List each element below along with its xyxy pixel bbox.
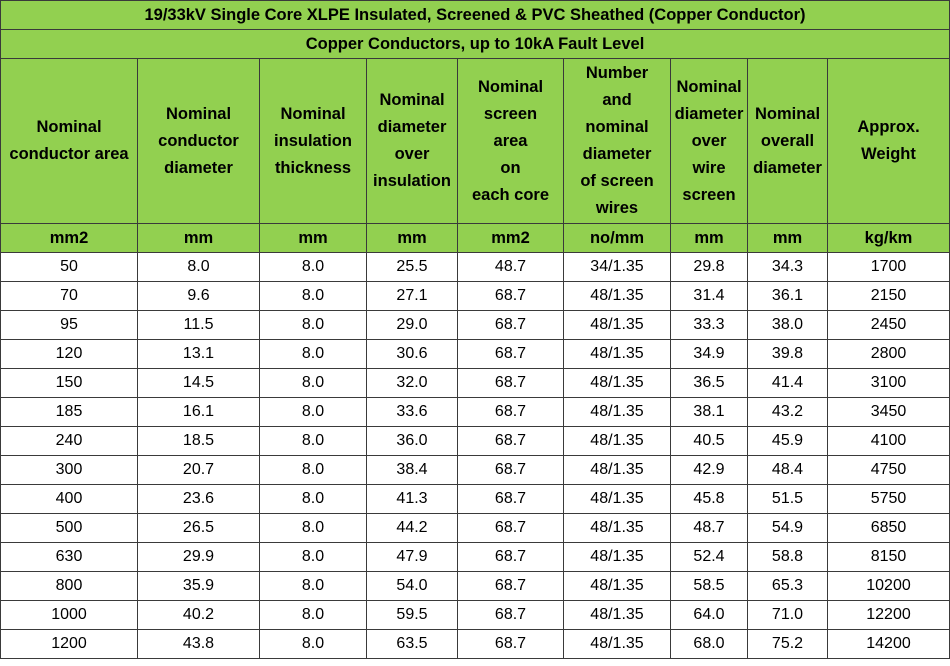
column-header-line: diameter — [582, 145, 652, 163]
table-cell: 30.6 — [367, 340, 458, 369]
table-row — [1, 253, 950, 282]
table-cell: 42.9 — [671, 456, 748, 485]
table-cell: 500 — [1, 514, 138, 543]
table-cell: 3450 — [828, 398, 950, 427]
column-header-line: over — [691, 131, 727, 150]
table-cell: 36.1 — [748, 282, 828, 311]
table-cell: 48/1.35 — [564, 485, 671, 514]
table-cell: 48/1.35 — [564, 340, 671, 369]
table-cell: 35.9 — [138, 572, 260, 601]
column-header — [260, 59, 367, 224]
table-cell: 8.0 — [260, 456, 367, 485]
column-header-line: Nominal — [165, 104, 232, 123]
table-cell: 8.0 — [260, 398, 367, 427]
column-header-line: each core — [471, 185, 550, 204]
table-cell: 8150 — [828, 543, 950, 572]
table-cell: 48.7 — [671, 514, 748, 543]
column-header-line: Nominal — [280, 104, 346, 123]
unit-row — [1, 224, 950, 253]
table-cell: 48/1.35 — [564, 543, 671, 572]
table-cell: 29.8 — [671, 253, 748, 282]
table-cell: 34.3 — [748, 253, 828, 282]
unit-cell: mm — [367, 224, 458, 253]
table-cell: 13.1 — [138, 340, 260, 369]
table-cell: 1000 — [1, 601, 138, 630]
table-cell: 14200 — [828, 630, 950, 659]
column-header-row — [1, 59, 950, 224]
column-header-line: overall — [760, 131, 815, 150]
table-cell: 38.0 — [748, 311, 828, 340]
column-header-line: conductor — [158, 131, 239, 150]
table-cell: 40.2 — [138, 601, 260, 630]
column-header-line: over — [394, 145, 430, 163]
table-cell: 52.4 — [671, 543, 748, 572]
table-cell: 8.0 — [138, 253, 260, 282]
column-header-line: Nominal — [477, 77, 544, 96]
table-body — [1, 253, 950, 659]
column-header — [138, 59, 260, 224]
table-cell: 68.7 — [458, 485, 564, 514]
table-cell: 68.7 — [458, 456, 564, 485]
unit-cell: mm2 — [458, 224, 564, 253]
table-row — [1, 514, 950, 543]
table-cell: 120 — [1, 340, 138, 369]
table-cell: 95 — [1, 311, 138, 340]
table-cell: 68.7 — [458, 282, 564, 311]
column-header-line: thickness — [274, 158, 352, 177]
column-header-line: conductor area — [9, 145, 129, 163]
table-cell: 8.0 — [260, 630, 367, 659]
table-cell: 36.0 — [367, 427, 458, 456]
table-cell: 23.6 — [138, 485, 260, 514]
column-header — [671, 59, 748, 224]
table-cell: 48/1.35 — [564, 456, 671, 485]
column-header — [458, 59, 564, 224]
unit-cell: mm — [138, 224, 260, 253]
column-header-line: of screen — [580, 172, 654, 190]
table-cell: 38.1 — [671, 398, 748, 427]
column-header-line: Approx. — [857, 118, 920, 136]
unit-cell: kg/km — [828, 224, 950, 253]
table-cell: 48.7 — [458, 253, 564, 282]
column-header — [367, 59, 458, 224]
column-header-line: and — [602, 91, 632, 109]
table-cell: 36.5 — [671, 369, 748, 398]
column-header-line: Nominal — [379, 91, 445, 109]
table-row — [1, 282, 950, 311]
unit-cell: mm — [671, 224, 748, 253]
table-cell: 70 — [1, 282, 138, 311]
table-cell: 5750 — [828, 485, 950, 514]
column-header-line: diameter — [753, 158, 822, 177]
table-cell: 65.3 — [748, 572, 828, 601]
table-cell: 2150 — [828, 282, 950, 311]
table-cell: 8.0 — [260, 253, 367, 282]
unit-cell: no/mm — [564, 224, 671, 253]
table-cell: 68.0 — [671, 630, 748, 659]
column-header-line: Nominal — [676, 77, 742, 96]
table-cell: 8.0 — [260, 543, 367, 572]
table-cell: 64.0 — [671, 601, 748, 630]
table-cell: 44.2 — [367, 514, 458, 543]
table-subtitle: Copper Conductors, up to 10kA Fault Level — [1, 30, 950, 59]
table-cell: 59.5 — [367, 601, 458, 630]
table-cell: 48/1.35 — [564, 572, 671, 601]
table-cell: 63.5 — [367, 630, 458, 659]
table-cell: 6850 — [828, 514, 950, 543]
column-header-line: diameter — [674, 104, 744, 123]
table-cell: 16.1 — [138, 398, 260, 427]
table-cell: 400 — [1, 485, 138, 514]
table-cell: 48/1.35 — [564, 282, 671, 311]
table-cell: 150 — [1, 369, 138, 398]
table-cell: 58.5 — [671, 572, 748, 601]
table-row — [1, 340, 950, 369]
table-cell: 58.8 — [748, 543, 828, 572]
table-row — [1, 543, 950, 572]
table-cell: 68.7 — [458, 340, 564, 369]
table-cell: 300 — [1, 456, 138, 485]
table-cell: 34.9 — [671, 340, 748, 369]
table-cell: 240 — [1, 427, 138, 456]
column-header-line: screen — [682, 185, 736, 204]
column-header-line: area — [493, 131, 528, 150]
table-cell: 48/1.35 — [564, 601, 671, 630]
table-cell: 8.0 — [260, 311, 367, 340]
table-cell: 31.4 — [671, 282, 748, 311]
table-row — [1, 630, 950, 659]
table-cell: 68.7 — [458, 369, 564, 398]
table-cell: 8.0 — [260, 572, 367, 601]
table-cell: 68.7 — [458, 630, 564, 659]
table-cell: 48.4 — [748, 456, 828, 485]
table-cell: 18.5 — [138, 427, 260, 456]
column-header-line: Nominal — [754, 104, 821, 123]
table-cell: 2800 — [828, 340, 950, 369]
table-cell: 68.7 — [458, 572, 564, 601]
table-row — [1, 398, 950, 427]
table-cell: 8.0 — [260, 485, 367, 514]
table-cell: 12200 — [828, 601, 950, 630]
table-cell: 38.4 — [367, 456, 458, 485]
table-cell: 68.7 — [458, 543, 564, 572]
column-header-line: on — [500, 158, 521, 177]
column-header-line: Weight — [861, 145, 916, 163]
column-header-line: nominal — [585, 118, 649, 136]
column-header-line: wires — [595, 199, 639, 217]
column-header-line: screen — [483, 104, 538, 123]
table-cell: 71.0 — [748, 601, 828, 630]
table-cell: 48/1.35 — [564, 311, 671, 340]
table-cell: 10200 — [828, 572, 950, 601]
table-cell: 26.5 — [138, 514, 260, 543]
table-cell: 800 — [1, 572, 138, 601]
column-header-line: diameter — [164, 158, 233, 177]
column-header-line: diameter — [377, 118, 447, 136]
table-cell: 33.3 — [671, 311, 748, 340]
table-cell: 8.0 — [260, 427, 367, 456]
table-cell: 39.8 — [748, 340, 828, 369]
table-cell: 40.5 — [671, 427, 748, 456]
table-row — [1, 572, 950, 601]
table-cell: 8.0 — [260, 601, 367, 630]
table-cell: 25.5 — [367, 253, 458, 282]
table-cell: 3100 — [828, 369, 950, 398]
table-row — [1, 456, 950, 485]
column-header — [564, 59, 671, 224]
table-cell: 75.2 — [748, 630, 828, 659]
column-header — [828, 59, 950, 224]
table-cell: 48/1.35 — [564, 630, 671, 659]
table-cell: 8.0 — [260, 514, 367, 543]
unit-cell: mm — [260, 224, 367, 253]
table-cell: 48/1.35 — [564, 398, 671, 427]
column-header-line: wire — [692, 158, 726, 177]
table-cell: 9.6 — [138, 282, 260, 311]
table-cell: 1200 — [1, 630, 138, 659]
table-cell: 43.2 — [748, 398, 828, 427]
table-cell: 2450 — [828, 311, 950, 340]
table-cell: 48/1.35 — [564, 369, 671, 398]
column-header-line: Number — [585, 64, 649, 82]
table-cell: 32.0 — [367, 369, 458, 398]
table-cell: 43.8 — [138, 630, 260, 659]
table-row — [1, 485, 950, 514]
table-cell: 29.9 — [138, 543, 260, 572]
table-cell: 4750 — [828, 456, 950, 485]
table-cell: 68.7 — [458, 398, 564, 427]
table-cell: 27.1 — [367, 282, 458, 311]
unit-cell: mm — [748, 224, 828, 253]
table-cell: 45.8 — [671, 485, 748, 514]
table-cell: 11.5 — [138, 311, 260, 340]
column-header — [748, 59, 828, 224]
table-cell: 68.7 — [458, 427, 564, 456]
table-row — [1, 427, 950, 456]
table-cell: 54.9 — [748, 514, 828, 543]
table-cell: 68.7 — [458, 601, 564, 630]
table-cell: 54.0 — [367, 572, 458, 601]
table-cell: 33.6 — [367, 398, 458, 427]
table-cell: 50 — [1, 253, 138, 282]
table-cell: 41.3 — [367, 485, 458, 514]
column-header — [1, 59, 138, 224]
table-row — [1, 369, 950, 398]
table-cell: 41.4 — [748, 369, 828, 398]
table-cell: 8.0 — [260, 340, 367, 369]
table-cell: 68.7 — [458, 311, 564, 340]
table-cell: 34/1.35 — [564, 253, 671, 282]
column-header-line: insulation — [274, 131, 352, 150]
table-cell: 20.7 — [138, 456, 260, 485]
table-cell: 68.7 — [458, 514, 564, 543]
table-cell: 185 — [1, 398, 138, 427]
column-header-line: insulation — [373, 172, 451, 190]
table-cell: 29.0 — [367, 311, 458, 340]
table-cell: 14.5 — [138, 369, 260, 398]
table-cell: 630 — [1, 543, 138, 572]
table-cell: 45.9 — [748, 427, 828, 456]
unit-cell: mm2 — [1, 224, 138, 253]
table-row — [1, 311, 950, 340]
table-cell: 8.0 — [260, 282, 367, 311]
table-cell: 8.0 — [260, 369, 367, 398]
table-cell: 47.9 — [367, 543, 458, 572]
table-title: 19/33kV Single Core XLPE Insulated, Screened & PVC Sheathed (Copper Conductor) — [1, 1, 950, 30]
table-cell: 48/1.35 — [564, 514, 671, 543]
table-cell: 4100 — [828, 427, 950, 456]
table-cell: 1700 — [828, 253, 950, 282]
column-header-line: Nominal — [36, 118, 102, 136]
table-cell: 48/1.35 — [564, 427, 671, 456]
table-row — [1, 601, 950, 630]
table-cell: 51.5 — [748, 485, 828, 514]
